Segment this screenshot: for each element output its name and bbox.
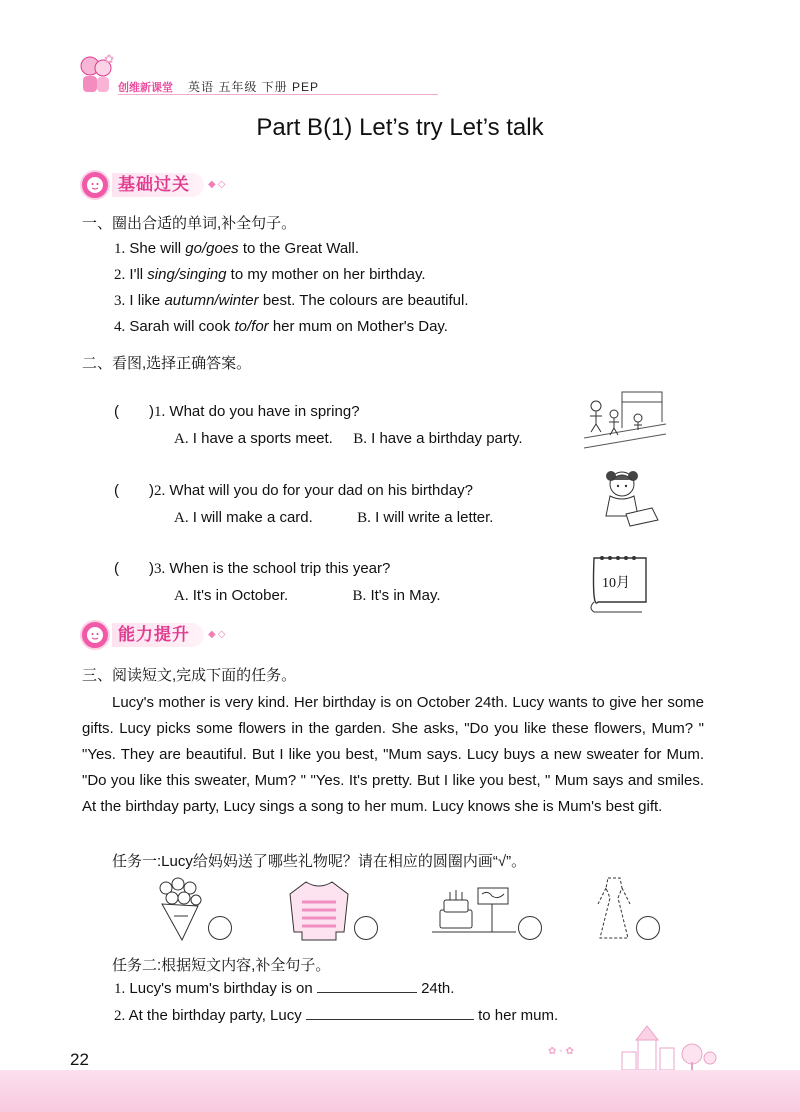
girl-making-card-picture [596, 466, 662, 530]
calendar-picture [588, 552, 652, 614]
header-book-info: 英语 五年级 下册 PEP [188, 80, 320, 94]
calendar-month-text: 10月 [602, 576, 630, 591]
header-brand: 创维新课堂 [118, 82, 173, 94]
header-sparkle-icon: ✿ [104, 52, 115, 66]
castle-decoration-icon [618, 1024, 718, 1070]
answer-paren[interactable]: ( ) [114, 403, 154, 420]
part2-heading: 二、看图,选择正确答案。 [82, 355, 252, 372]
fill-blank[interactable] [306, 1005, 474, 1020]
part3-heading: 三、阅读短文,完成下面的任务。 [82, 667, 297, 684]
section-banner-improve [80, 620, 228, 650]
footer-sparkle-icon: ✿ ◦ ✿ [548, 1046, 574, 1057]
word-choice[interactable]: to/for [234, 318, 269, 335]
part1-item: 1. She will go/goes to the Great Wall. [114, 240, 359, 257]
answer-paren[interactable]: ( ) [114, 560, 154, 577]
birthday-cake-picture [432, 880, 516, 940]
fill-sentence: 2. At the birthday party, Lucy to her mum. [114, 1007, 559, 1024]
section-banner-label: 能力提升 [112, 623, 204, 647]
question-row: ( )2. What will you do for your dad on his birthday? [114, 482, 473, 499]
word-choice[interactable]: sing/singing [147, 266, 227, 283]
banner-dots: ◆◇ [208, 629, 228, 640]
answer-circle[interactable] [518, 916, 542, 940]
fill-blank[interactable] [317, 978, 417, 993]
question-options: A. I will make a card. B. I will write a letter. [174, 509, 494, 526]
sports-meet-picture [582, 388, 668, 454]
task2-instruction: 任务二:根据短文内容,补全句子。 [112, 957, 331, 974]
reading-passage: Lucy's mother is very kind. Her birthday is on October 24th. Lucy wants to give her some gifts. Lucy picks some flowers in the garden. She asks, "Do you like these flowers, Mum? " "Yes. They are beautiful. But I like you best, "Mum says. Lucy buys a new sweater for Mum. "Do you like this sweater, Mum? " "Yes. It's pretty. But I like you best, " Mum says and smiles. At the birthday party, Lucy sings a song to her mum. Lucy knows she is Mum's best gift. [82, 694, 704, 815]
banner-dots: ◆◇ [208, 179, 228, 190]
flowers-picture [152, 876, 208, 944]
question-row: ( )3. When is the school trip this year? [114, 560, 391, 577]
question-options: A. I have a sports meet. B. I have a birthday party. [174, 430, 523, 447]
part1-item: 3. I like autumn/winter best. The colours are beautiful. [114, 292, 469, 309]
answer-circle[interactable] [636, 916, 660, 940]
section-banner-basics [80, 170, 228, 200]
kid-face-icon [80, 620, 110, 650]
question-options: A. It's in October. B. It's in May. [174, 587, 441, 604]
answer-paren[interactable]: ( ) [114, 482, 154, 499]
word-choice[interactable]: go/goes [185, 240, 239, 257]
section-banner-label: 基础过关 [112, 173, 204, 197]
header-divider [118, 94, 438, 95]
part1-item: 4. Sarah will cook to/for her mum on Mother's Day. [114, 318, 448, 335]
task1-instruction: 任务一:Lucy给妈妈送了哪些礼物呢？请在相应的圆圈内画“√”。 [112, 853, 527, 870]
answer-circle[interactable] [354, 916, 378, 940]
part1-item: 2. I'll sing/singing to my mother on her birthday. [114, 266, 426, 283]
part1-heading: 一、圈出合适的单词,补全句子。 [82, 215, 297, 232]
sweater-picture [286, 876, 352, 944]
question-row: ( )1. What do you have in spring? [114, 403, 360, 420]
answer-circle[interactable] [208, 916, 232, 940]
dress-picture [594, 874, 634, 944]
page-number: 22 [70, 1050, 89, 1069]
word-choice[interactable]: autumn/winter [164, 292, 259, 309]
kid-face-icon [80, 170, 110, 200]
fill-sentence: 1. Lucy's mum's birthday is on 24th. [114, 980, 455, 997]
page-title: Part B(1) Let’s try Let’s talk [256, 114, 544, 141]
footer-band [0, 1070, 800, 1112]
